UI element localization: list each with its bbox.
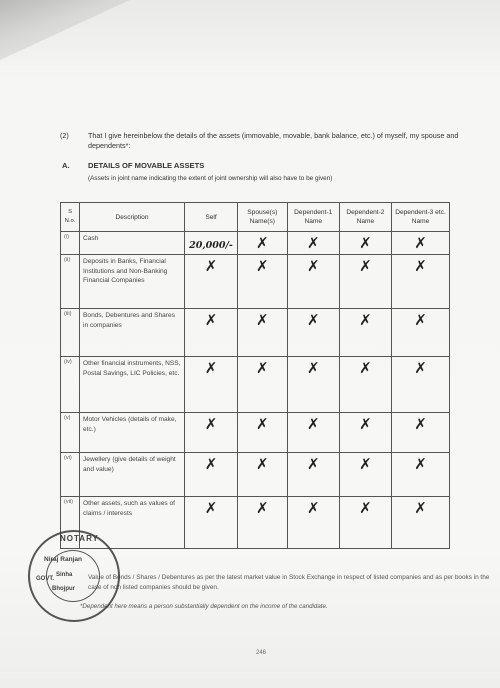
- cross-mark: ✗: [185, 413, 238, 453]
- row-sn: (vi): [61, 453, 80, 497]
- cross-mark: ✗: [185, 255, 238, 309]
- cross-mark: ✗: [238, 497, 288, 549]
- cross-mark: ✗: [287, 309, 339, 357]
- page-fold-shadow: [0, 0, 130, 60]
- notary-stamp: [28, 530, 120, 622]
- row-sn: (v): [61, 413, 80, 453]
- cross-mark: ✗: [392, 413, 450, 453]
- cross-mark: ✗: [392, 232, 450, 255]
- movable-assets-table: [60, 202, 450, 549]
- cross-mark: ✗: [238, 453, 288, 497]
- section-heading: [62, 161, 205, 170]
- handwritten-cash-amount: 20,000/-: [189, 240, 233, 251]
- cross-mark: ✗: [392, 309, 450, 357]
- header-self: Self: [185, 203, 238, 232]
- row-sn: (vii): [61, 497, 80, 549]
- cross-mark: ✗: [339, 255, 391, 309]
- intro-text: That I give hereinbelow the details of the assets (immovable, movable, bank balance, etc.) of myself, my spouse and dependents*:: [88, 131, 459, 150]
- cross-mark: ✗: [339, 497, 391, 549]
- cross-mark: ✗: [238, 413, 288, 453]
- cross-mark: ✗: [185, 453, 238, 497]
- cross-mark: ✗: [238, 357, 288, 413]
- row-description: Deposits in Banks, Financial Institutions and Non-Banking Financial Companies: [80, 255, 185, 309]
- cross-mark: ✗: [287, 497, 339, 549]
- cross-mark: ✗: [287, 255, 339, 309]
- footnote-value: Value of Bonds / Shares / Debentures as per the latest market value in Stock Exchange in respect of listed companies and as per books in the case of non listed companies should be given.: [88, 574, 490, 591]
- cross-mark: ✗: [287, 232, 339, 255]
- row-self-value: [185, 232, 238, 255]
- table-row: [61, 255, 450, 309]
- table-row: [61, 232, 450, 255]
- cross-mark: ✗: [238, 232, 288, 255]
- cross-mark: ✗: [392, 497, 450, 549]
- table-row: [61, 357, 450, 413]
- row-description: Motor Vehicles (details of make, etc.): [80, 413, 185, 453]
- row-description: Bonds, Debentures and Shares in companies: [80, 309, 185, 357]
- row-description: Other assets, such as values of claims / interests: [80, 497, 185, 549]
- row-sn: (iv): [61, 357, 80, 413]
- row-sn: (i): [61, 232, 80, 255]
- table-row: [61, 309, 450, 357]
- header-spouse: Spouse(s) Name(s): [238, 203, 288, 232]
- header-dependent-2: Dependent-2 Name: [339, 203, 391, 232]
- stamp-side-text: GOVT.: [36, 576, 55, 582]
- cross-mark: ✗: [392, 453, 450, 497]
- stamp-extra: Sinha: [56, 572, 73, 578]
- stamp-top-text: NOTARY: [60, 534, 99, 543]
- cross-mark: ✗: [287, 453, 339, 497]
- footnote-dependent: *Dependent here means a person substantially dependent on the income of the candidate.: [80, 603, 328, 610]
- cross-mark: ✗: [339, 453, 391, 497]
- stamp-name: Niraj Ranjan: [44, 556, 82, 563]
- cross-mark: ✗: [339, 309, 391, 357]
- section-note: (Assets in joint name indicating the extent of joint ownership will also have to be given): [88, 175, 333, 182]
- intro-number: (2): [60, 131, 69, 140]
- row-sn: (ii): [61, 255, 80, 309]
- table-row: [61, 413, 450, 453]
- row-description: Jewellery (give details of weight and value): [80, 453, 185, 497]
- cross-mark: ✗: [392, 357, 450, 413]
- section-title: DETAILS OF MOVABLE ASSETS: [88, 161, 205, 170]
- header-sn: S N.o.: [61, 203, 80, 232]
- cross-mark: ✗: [287, 413, 339, 453]
- cross-mark: ✗: [287, 357, 339, 413]
- row-description: Cash: [80, 232, 185, 255]
- cross-mark: ✗: [238, 309, 288, 357]
- table-row: [61, 453, 450, 497]
- stamp-place: Bhojpur: [52, 586, 75, 592]
- header-dependent-1: Dependent-1 Name: [287, 203, 339, 232]
- cross-mark: ✗: [185, 309, 238, 357]
- header-description: Description: [80, 203, 185, 232]
- table-header-row: [61, 203, 450, 232]
- cross-mark: ✗: [238, 255, 288, 309]
- cross-mark: ✗: [392, 255, 450, 309]
- section-letter: A.: [62, 161, 70, 170]
- row-description: Other financial instruments, NSS, Postal Savings, LIC Policies, etc.: [80, 357, 185, 413]
- cross-mark: ✗: [339, 232, 391, 255]
- page-number: 246: [256, 650, 267, 656]
- cross-mark: ✗: [185, 357, 238, 413]
- table-row: [61, 497, 450, 549]
- cross-mark: ✗: [339, 413, 391, 453]
- cross-mark: ✗: [339, 357, 391, 413]
- row-sn: (iii): [61, 309, 80, 357]
- cross-mark: ✗: [185, 497, 238, 549]
- header-dependent-3: Dependent-3 etc. Name: [392, 203, 450, 232]
